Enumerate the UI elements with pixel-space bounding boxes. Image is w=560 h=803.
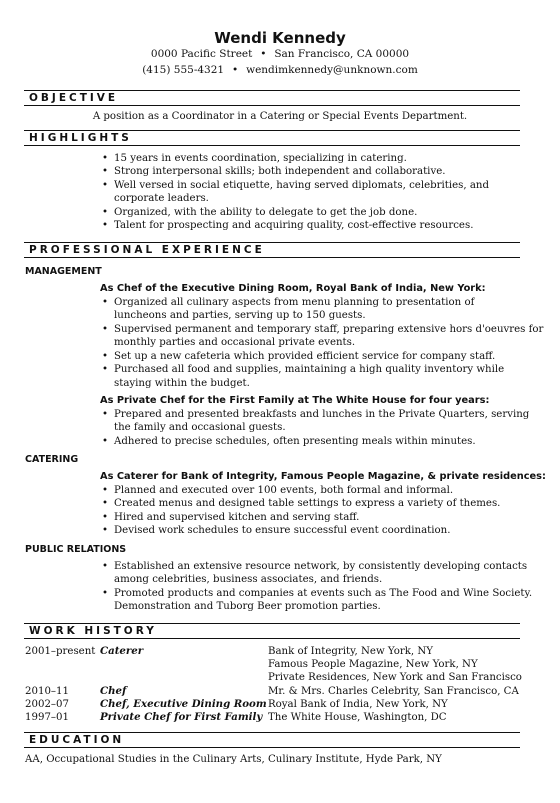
work-title: Chef, Executive Dining Room (100, 698, 267, 710)
work-employer: The White House, Washington, DC (268, 712, 447, 723)
list-item: • Hired and supervised kitchen and serving staff. (114, 511, 359, 524)
work-years: 2010–11 (25, 686, 69, 697)
email-address: wendimkennedy@unknown.com (246, 64, 418, 76)
list-item: • 15 years in events coordination, specializing in catering. (114, 152, 407, 165)
list-item: • Organized, with the ability to delegate to get the job done. (114, 206, 417, 219)
work-title: Caterer (100, 645, 144, 657)
list-item: • Devised work schedules to ensure successful event coordination. (114, 524, 450, 537)
section-title: WORK HISTORY (29, 625, 157, 637)
list-item-continued: monthly parties and occasional private events. (114, 337, 356, 348)
section-experience (24, 242, 520, 258)
contact-line (0, 64, 560, 76)
separator-dot: • (231, 64, 239, 76)
list-item: • Adhered to precise schedules, often presenting meals within minutes. (114, 435, 476, 448)
section-title: HIGHLIGHTS (29, 132, 132, 144)
section-highlights (24, 130, 520, 146)
role-heading: As Caterer for Bank of Integrity, Famous People Magazine, & private residences: (100, 471, 546, 482)
separator-dot: • (260, 48, 267, 60)
education-text: AA, Occupational Studies in the Culinary Arts, Culinary Institute, Hyde Park, NY (25, 754, 442, 765)
list-item-continued: Demonstration and Tuborg Beer promotion parties. (114, 601, 381, 612)
work-years: 1997–01 (25, 712, 69, 723)
list-item-continued: among celebrities, business associates, and friends. (114, 574, 383, 585)
list-item-continued: luncheons and parties, serving up to 150 guests. (114, 310, 366, 321)
work-years: 2002–07 (25, 699, 69, 710)
list-item: • Set up a new cafeteria which provided efficient service for company staff. (114, 350, 495, 363)
category-management: MANAGEMENT (25, 266, 102, 277)
list-item: • Well versed in social etiquette, having served diplomats, celebrities, and (114, 179, 489, 192)
candidate-name: Wendi Kennedy (214, 29, 346, 47)
list-item: • Planned and executed over 100 events, both formal and informal. (114, 484, 453, 497)
list-item: • Established an extensive resource network, by consistently developing contacts (114, 560, 527, 573)
list-item: • Strong interpersonal skills; both independent and collaborative. (114, 165, 445, 178)
role-heading: As Private Chef for the First Family at The White House for four years: (100, 395, 490, 406)
work-years: 2001–present (25, 646, 96, 657)
section-work-history (24, 623, 520, 639)
section-objective (24, 90, 520, 106)
list-item-continued: the family and occasional guests. (114, 422, 286, 433)
work-employer: Bank of Integrity, New York, NY (268, 646, 434, 657)
section-title: EDUCATION (29, 734, 125, 746)
list-item: • Promoted products and companies at events such as The Food and Wine Society. (114, 587, 532, 600)
list-item-continued: corporate leaders. (114, 193, 209, 204)
list-item: • Purchased all food and supplies, maintaining a high quality inventory while (114, 363, 504, 376)
section-education (24, 732, 520, 748)
list-item: • Created menus and designed table settings to express a variety of themes. (114, 497, 500, 510)
work-title: Chef (100, 685, 127, 697)
list-item: • Supervised permanent and temporary staff, preparing extensive hors d'oeuvres for (114, 323, 543, 336)
section-title: PROFESSIONAL EXPERIENCE (29, 244, 265, 256)
objective-text: A position as a Coordinator in a Catering or Special Events Department. (92, 111, 468, 122)
city-address: San Francisco, CA 00000 (274, 48, 410, 60)
address-line (0, 48, 560, 60)
work-employer: Private Residences, New York and San Francisco (268, 672, 522, 683)
list-item: • Prepared and presented breakfasts and lunches in the Private Quarters, serving (114, 408, 529, 421)
work-employer: Famous People Magazine, New York, NY (268, 659, 478, 670)
role-heading: As Chef of the Executive Dining Room, Royal Bank of India, New York: (100, 283, 486, 294)
work-title: Private Chef for First Family (100, 711, 263, 723)
section-title: OBJECTIVE (29, 92, 119, 104)
work-employer: Royal Bank of India, New York, NY (268, 699, 448, 710)
category-public-relations: PUBLIC RELATIONS (25, 544, 127, 555)
list-item: • Talent for prospecting and acquiring quality, cost-effective resources. (114, 219, 473, 232)
list-item-continued: staying within the budget. (114, 378, 250, 389)
street-address: 0000 Pacific Street (150, 48, 253, 60)
category-catering: CATERING (25, 454, 79, 465)
phone-number: (415) 555-4321 (142, 64, 225, 76)
list-item: • Organized all culinary aspects from menu planning to presentation of (114, 296, 474, 309)
work-employer: Mr. & Mrs. Charles Celebrity, San Francisco, CA (268, 686, 519, 697)
